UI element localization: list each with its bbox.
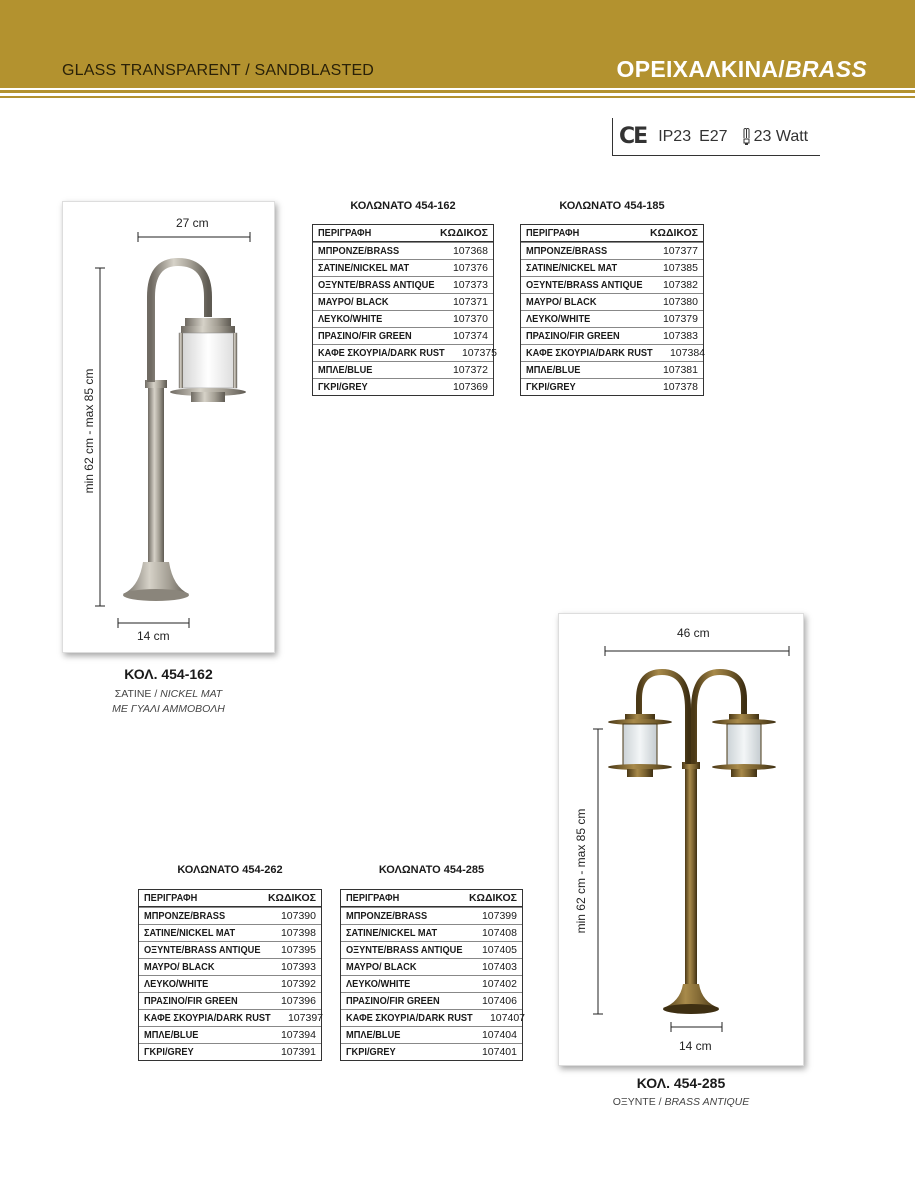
table-row <box>313 276 493 293</box>
product-code: 107399 <box>481 910 517 922</box>
table-row <box>313 293 493 310</box>
finish-description: ΣΑΤΙΝΕ/NICKEL MAT <box>346 927 438 939</box>
finish-description: ΜΠΡΟΝΖΕ/BRASS <box>144 910 226 922</box>
finish-description: ΜΠΛΕ/BLUE <box>526 364 581 376</box>
finish-description: ΠΡΑΣΙΝΟ/FIR GREEN <box>526 330 620 342</box>
finish-description: ΠΡΑΣΙΝΟ/FIR GREEN <box>318 330 412 342</box>
product-code: 107372 <box>452 364 488 376</box>
code-table-454-185 <box>520 224 704 396</box>
finish-description: ΜΠΛΕ/BLUE <box>346 1029 401 1041</box>
header-code: ΚΩΔΙΚΟΣ <box>439 227 488 239</box>
finish-description: ΜΑΥΡΟ/ BLACK <box>346 961 417 973</box>
code-table-454-162 <box>312 224 498 396</box>
finish-description: ΠΡΑΣΙΝΟ/FIR GREEN <box>346 995 440 1007</box>
product-image-454-162 <box>62 201 275 653</box>
table-row <box>139 992 321 1009</box>
table-row <box>521 259 703 276</box>
table-row <box>313 378 493 395</box>
finish-description: ΚΑΦΕ ΣΚΟΥΡΙΑ/DARK RUST <box>318 347 445 359</box>
finish-description: ΠΡΑΣΙΝΟ/FIR GREEN <box>144 995 238 1007</box>
product-code: 107369 <box>452 381 488 393</box>
finish-description: ΜΑΥΡΟ/ BLACK <box>144 961 215 973</box>
category-title-greek: ΟΡΕΙΧΑΛΚΙΝΑ/ <box>616 56 785 82</box>
table-row <box>139 941 321 958</box>
product-code: 107395 <box>280 944 316 956</box>
table-header-row <box>139 890 321 907</box>
product-code: 107405 <box>481 944 517 956</box>
product-code: 107408 <box>481 927 517 939</box>
product-code: 107368 <box>452 245 488 257</box>
table-row <box>313 327 493 344</box>
product-code: 107392 <box>280 978 316 990</box>
finish-description: ΟΞΥΝΤΕ/BRASS ANTIQUE <box>318 279 435 291</box>
table-title: ΚΟΛΩΝΑΤΟ 454-285 <box>378 864 485 876</box>
width-dimension-label: 46 cm <box>677 626 710 640</box>
product-glass-note: ΜΕ ΓΥΑΛΙ ΑΜΜΟΒΟΛΗ <box>112 703 225 715</box>
product-code: 107398 <box>280 927 316 939</box>
table-row <box>341 1009 526 1026</box>
table-row <box>139 1043 321 1060</box>
finish-description: ΛΕΥΚΟ/WHITE <box>526 313 591 325</box>
ce-mark: CE <box>619 124 647 149</box>
product-code: 107374 <box>452 330 488 342</box>
table-row <box>313 344 498 361</box>
width-dimension-label: 27 cm <box>176 216 209 230</box>
finish-description: ΜΠΡΟΝΖΕ/BRASS <box>346 910 428 922</box>
product-code: 107371 <box>452 296 488 308</box>
table-title: ΚΟΛΩΝΑΤΟ 454-185 <box>559 200 665 212</box>
finish-description: ΟΞΥΝΤΕ/BRASS ANTIQUE <box>346 944 463 956</box>
table-row <box>313 242 493 259</box>
table-row <box>521 293 703 310</box>
power-rating: 23 Watt <box>753 127 809 145</box>
code-table-454-262 <box>138 889 322 1061</box>
table-header-row <box>313 225 493 242</box>
table-row <box>521 361 703 378</box>
product-code: 107397 <box>287 1012 324 1024</box>
table-row <box>341 941 522 958</box>
header-divider <box>0 90 915 93</box>
product-image-454-285 <box>558 613 804 1066</box>
table-row <box>139 1009 324 1026</box>
table-row <box>521 310 703 327</box>
product-code: 107393 <box>280 961 316 973</box>
finish-description: ΜΠΡΟΝΖΕ/BRASS <box>318 245 400 257</box>
product-code: 107391 <box>280 1046 316 1058</box>
code-table-454-285 <box>340 889 526 1061</box>
table-header-row <box>341 890 522 907</box>
finish-description: ΓΚΡΙ/GREY <box>346 1046 396 1058</box>
finish-description: ΟΞΥΝΤΕ/BRASS ANTIQUE <box>526 279 643 291</box>
finish-description: ΟΞΥΝΤΕ/BRASS ANTIQUE <box>144 944 261 956</box>
finish-description: ΛΕΥΚΟ/WHITE <box>318 313 383 325</box>
lamp-illustration-double <box>559 614 805 1067</box>
ip-rating: IP23 <box>658 127 692 145</box>
bulb-icon <box>742 128 751 146</box>
table-title: ΚΟΛΩΝΑΤΟ 454-162 <box>350 200 456 212</box>
product-code: 107379 <box>662 313 698 325</box>
product-code: 107390 <box>280 910 316 922</box>
category-title <box>617 56 867 83</box>
product-code: 107402 <box>481 978 517 990</box>
finish-description: ΛΕΥΚΟ/WHITE <box>144 978 209 990</box>
table-row <box>139 1026 321 1043</box>
product-title-454-285: ΚΟΛ. 454-285 <box>636 1075 726 1091</box>
header-divider-thin <box>0 96 915 98</box>
finish-description: ΛΕΥΚΟ/WHITE <box>346 978 411 990</box>
product-code: 107396 <box>280 995 316 1007</box>
table-row <box>313 310 493 327</box>
product-code: 107378 <box>662 381 698 393</box>
product-finish-454-162: ΣΑΤΙΝΕ / NICKEL MAT <box>114 688 223 700</box>
header-description: ΠΕΡΙΓΡΑΦΗ <box>346 892 400 904</box>
table-row <box>341 958 522 975</box>
table-row <box>341 1026 522 1043</box>
table-row <box>341 992 522 1009</box>
finish-description: ΚΑΦΕ ΣΚΟΥΡΙΑ/DARK RUST <box>346 1012 473 1024</box>
product-code: 107406 <box>481 995 517 1007</box>
product-code: 107404 <box>481 1029 517 1041</box>
table-row <box>341 1043 522 1060</box>
product-code: 107380 <box>662 296 698 308</box>
spec-box <box>612 118 820 156</box>
table-row <box>139 975 321 992</box>
product-title-454-162: ΚΟΛ. 454-162 <box>124 666 213 682</box>
section-title: GLASS TRANSPARENT / SANDBLASTED <box>62 62 375 79</box>
table-row <box>521 242 703 259</box>
height-dimension-label: min 62 cm - max 85 cm <box>82 368 96 494</box>
product-code: 107377 <box>662 245 698 257</box>
table-row <box>521 327 703 344</box>
table-row <box>341 975 522 992</box>
finish-description: ΣΑΤΙΝΕ/NICKEL MAT <box>318 262 410 274</box>
table-row <box>313 259 493 276</box>
table-row <box>521 276 703 293</box>
finish-description: ΜΑΥΡΟ/ BLACK <box>318 296 389 308</box>
table-row <box>139 907 321 924</box>
product-code: 107403 <box>481 961 517 973</box>
socket-type: E27 <box>699 127 728 145</box>
category-title-english: BRASS <box>784 56 867 82</box>
header-description: ΠΕΡΙΓΡΑΦΗ <box>526 227 580 239</box>
finish-description: ΚΑΦΕ ΣΚΟΥΡΙΑ/DARK RUST <box>526 347 653 359</box>
table-row <box>139 924 321 941</box>
finish-description: ΓΚΡΙ/GREY <box>144 1046 194 1058</box>
header-code: ΚΩΔΙΚΟΣ <box>468 892 517 904</box>
header-code: ΚΩΔΙΚΟΣ <box>649 227 698 239</box>
finish-description: ΓΚΡΙ/GREY <box>318 381 368 393</box>
header-code: ΚΩΔΙΚΟΣ <box>267 892 316 904</box>
height-dimension-label: min 62 cm - max 85 cm <box>574 808 588 934</box>
finish-description: ΣΑΤΙΝΕ/NICKEL MAT <box>526 262 618 274</box>
product-code: 107375 <box>461 347 498 359</box>
header-description: ΠΕΡΙΓΡΑΦΗ <box>318 227 372 239</box>
finish-description: ΜΠΡΟΝΖΕ/BRASS <box>526 245 608 257</box>
table-header-row <box>521 225 703 242</box>
base-dimension-label: 14 cm <box>679 1039 712 1053</box>
product-code: 107394 <box>280 1029 316 1041</box>
table-row <box>521 344 706 361</box>
finish-description: ΣΑΤΙΝΕ/NICKEL MAT <box>144 927 236 939</box>
table-row <box>139 958 321 975</box>
finish-description: ΜΠΛΕ/BLUE <box>318 364 373 376</box>
product-code: 107383 <box>662 330 698 342</box>
header-description: ΠΕΡΙΓΡΑΦΗ <box>144 892 198 904</box>
table-title: ΚΟΛΩΝΑΤΟ 454-262 <box>177 864 283 876</box>
table-row <box>313 361 493 378</box>
product-code: 107407 <box>489 1012 526 1024</box>
product-code: 107381 <box>662 364 698 376</box>
product-code: 107376 <box>452 262 488 274</box>
table-row <box>341 907 522 924</box>
product-code: 107385 <box>662 262 698 274</box>
product-finish-454-285: ΟΞΥΝΤΕ / BRASS ANTIQUE <box>612 1096 750 1108</box>
base-dimension-label: 14 cm <box>137 629 170 643</box>
finish-description: ΓΚΡΙ/GREY <box>526 381 576 393</box>
product-code: 107382 <box>662 279 698 291</box>
finish-description: ΜΠΛΕ/BLUE <box>144 1029 199 1041</box>
product-code: 107401 <box>481 1046 517 1058</box>
product-code: 107384 <box>669 347 706 359</box>
product-code: 107373 <box>452 279 488 291</box>
table-row <box>521 378 703 395</box>
table-row <box>341 924 522 941</box>
finish-description: ΜΑΥΡΟ/ BLACK <box>526 296 597 308</box>
product-code: 107370 <box>452 313 488 325</box>
finish-description: ΚΑΦΕ ΣΚΟΥΡΙΑ/DARK RUST <box>144 1012 271 1024</box>
